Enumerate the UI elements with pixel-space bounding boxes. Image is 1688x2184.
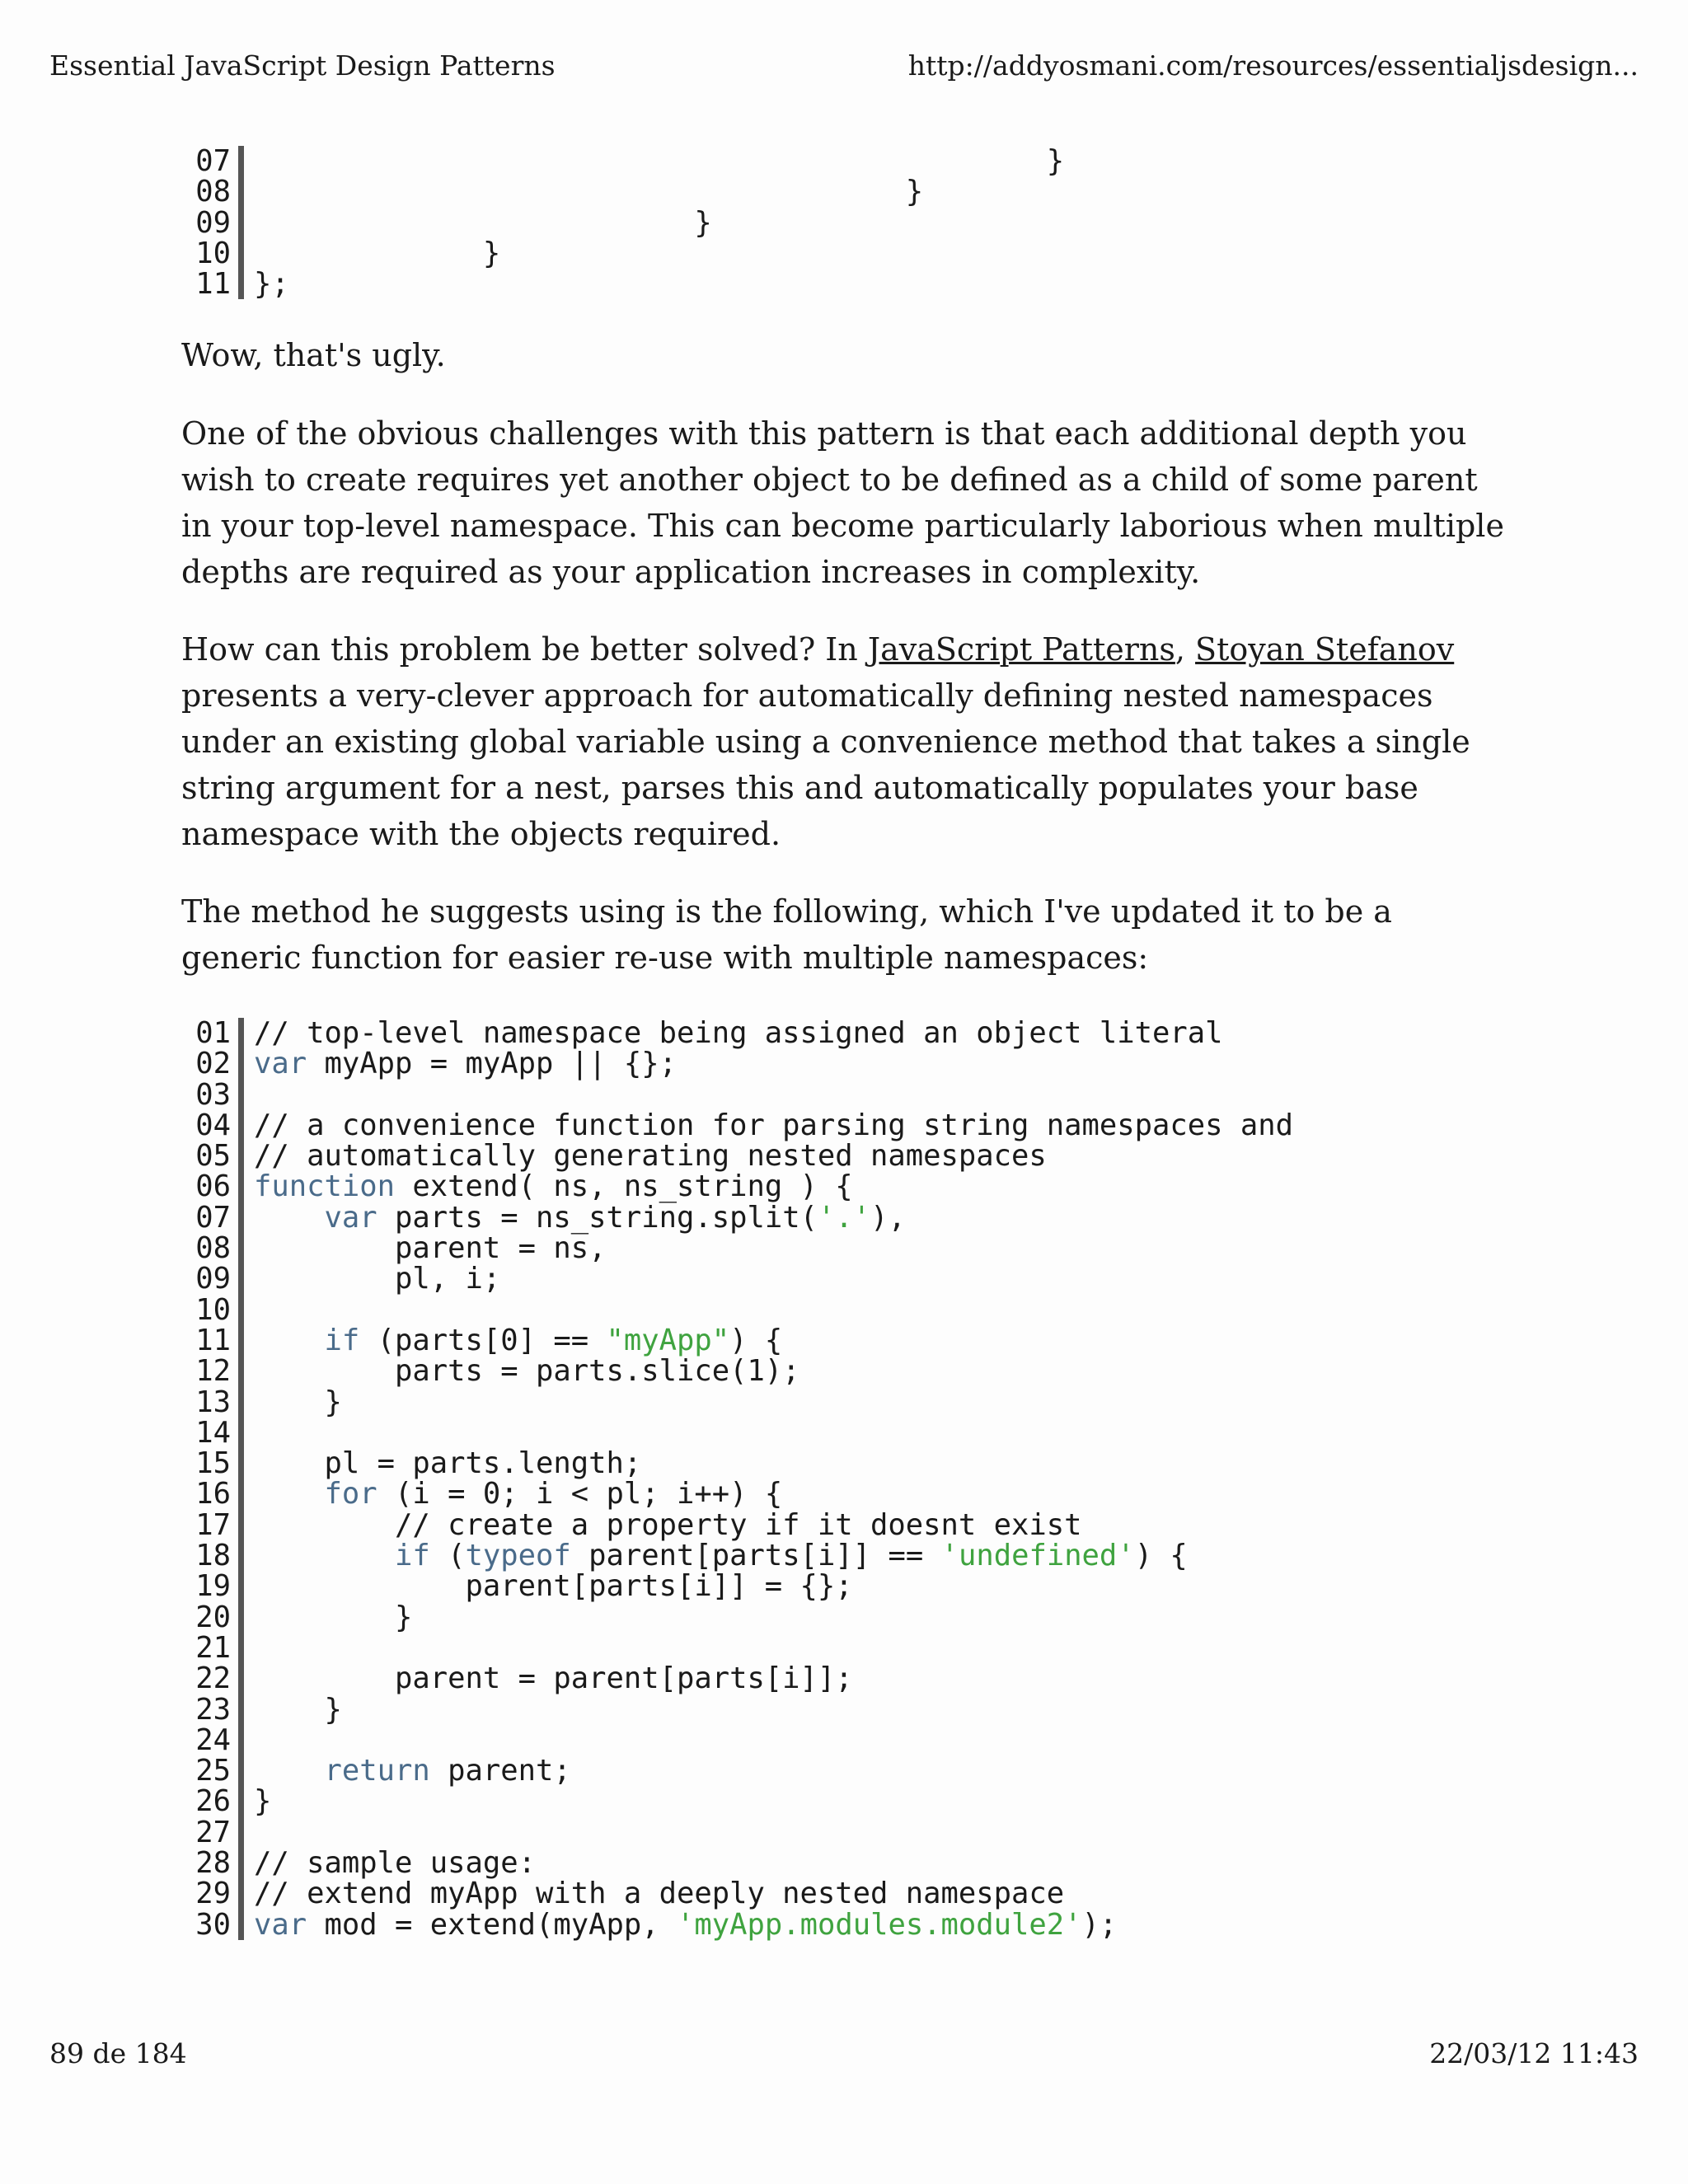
code-text bbox=[244, 1048, 677, 1079]
line-number: 20 bbox=[195, 1600, 231, 1634]
paragraph-method: The method he suggests using is the following, which I've updated it to be a generic function for easier re-use with multiple namespaces: bbox=[181, 893, 1392, 976]
gutter-bar bbox=[238, 1080, 244, 1110]
gutter-bar bbox=[238, 1387, 244, 1418]
code-text bbox=[244, 1231, 607, 1266]
code-text bbox=[244, 1171, 853, 1202]
code-line bbox=[190, 1018, 1293, 1048]
code-line bbox=[190, 1325, 1293, 1356]
code-line bbox=[190, 1354, 1293, 1389]
code-token bbox=[254, 1201, 325, 1235]
code-keyword: var bbox=[254, 1047, 307, 1081]
code-token: // automatically generating nested namespaces bbox=[254, 1139, 1047, 1174]
gutter-bar bbox=[238, 1325, 244, 1356]
code-line bbox=[190, 1630, 1293, 1665]
code-block-extend bbox=[190, 1018, 1293, 1940]
code-text bbox=[244, 1110, 1293, 1141]
code-text bbox=[244, 1418, 254, 1448]
code-text bbox=[244, 1479, 782, 1509]
line-number: 11 bbox=[195, 1323, 231, 1357]
line-number: 07 bbox=[195, 144, 231, 178]
code-text bbox=[244, 1387, 342, 1418]
code-token: } bbox=[254, 175, 924, 209]
code-token: parent[parts[i]] = {}; bbox=[254, 1569, 853, 1604]
code-token: ), bbox=[870, 1200, 906, 1235]
code-keyword: return bbox=[324, 1754, 430, 1788]
gutter-bar bbox=[238, 1018, 244, 1048]
code-token bbox=[254, 1477, 325, 1511]
code-line bbox=[190, 1569, 1293, 1604]
line-number: 04 bbox=[195, 1108, 231, 1142]
line-number: 08 bbox=[195, 1231, 231, 1266]
code-line bbox=[190, 1722, 1293, 1757]
paragraph-text: How can this problem be better solved? In bbox=[181, 631, 868, 668]
print-datetime: 22/03/12 11:43 bbox=[1429, 2037, 1639, 2069]
code-line bbox=[190, 1448, 1293, 1479]
gutter-bar bbox=[238, 1878, 244, 1909]
paragraph-wow: Wow, that's ugly. bbox=[181, 337, 446, 373]
code-text bbox=[244, 1755, 571, 1786]
gutter-bar bbox=[238, 238, 244, 269]
page-number: 89 de 184 bbox=[49, 2037, 187, 2069]
gutter-bar bbox=[238, 1633, 244, 1663]
code-text bbox=[244, 1448, 641, 1479]
code-token bbox=[254, 1324, 325, 1357]
line-number: 09 bbox=[195, 1262, 231, 1296]
code-token: (parts[0] == bbox=[359, 1323, 607, 1357]
code-line bbox=[190, 1048, 1293, 1079]
code-line bbox=[190, 1171, 1293, 1202]
code-text bbox=[244, 1354, 800, 1389]
gutter-bar bbox=[238, 146, 244, 176]
code-token: // a convenience function for parsing string namespaces and bbox=[254, 1108, 1293, 1142]
code-text bbox=[244, 1569, 853, 1604]
line-number: 26 bbox=[195, 1784, 231, 1819]
gutter-bar bbox=[238, 1602, 244, 1633]
code-keyword: function bbox=[254, 1169, 395, 1204]
code-line bbox=[190, 1387, 1293, 1418]
line-number: 07 bbox=[195, 1200, 231, 1235]
code-token: } bbox=[254, 1385, 342, 1419]
code-line bbox=[190, 1846, 1293, 1881]
code-token: parts = ns_string.split( bbox=[377, 1200, 818, 1235]
line-number: 15 bbox=[195, 1446, 231, 1481]
gutter-bar bbox=[238, 1048, 244, 1079]
paragraph-text: , bbox=[1175, 631, 1196, 668]
line-number: 09 bbox=[195, 205, 231, 240]
gutter-bar bbox=[238, 1141, 244, 1171]
gutter-bar bbox=[238, 1786, 244, 1816]
gutter-bar bbox=[238, 1725, 244, 1755]
line-number: 24 bbox=[195, 1722, 231, 1757]
code-token: extend( ns, ns_string ) { bbox=[394, 1169, 853, 1204]
code-token: // extend myApp with a deeply nested namespace bbox=[254, 1877, 1065, 1911]
code-line bbox=[190, 1231, 1293, 1266]
gutter-bar bbox=[238, 269, 244, 299]
code-keyword: var bbox=[254, 1907, 307, 1942]
line-number: 06 bbox=[195, 1169, 231, 1204]
gutter-bar bbox=[238, 1910, 244, 1940]
code-token: ) { bbox=[729, 1323, 783, 1357]
code-token: mod = extend(myApp, bbox=[307, 1907, 677, 1942]
code-line bbox=[190, 1202, 1293, 1233]
gutter-bar bbox=[238, 1510, 244, 1540]
gutter-bar bbox=[238, 1694, 244, 1725]
code-line bbox=[190, 1415, 1293, 1450]
gutter-bar bbox=[238, 1755, 244, 1786]
code-text bbox=[244, 1784, 272, 1819]
code-text bbox=[244, 1540, 1188, 1571]
code-line bbox=[190, 1110, 1293, 1141]
code-text bbox=[244, 267, 289, 302]
code-string: 'undefined' bbox=[940, 1539, 1135, 1573]
line-number: 23 bbox=[195, 1692, 231, 1727]
code-text bbox=[244, 1507, 1082, 1542]
code-token: // create a property if it doesnt exist bbox=[254, 1507, 1082, 1542]
code-token: myApp = myApp || {}; bbox=[307, 1047, 677, 1081]
code-line bbox=[190, 1817, 1293, 1848]
code-line bbox=[190, 176, 1064, 207]
gutter-bar bbox=[238, 176, 244, 207]
paragraph-challenges: One of the obvious challenges with this pattern is that each additional depth you wish to create requires yet another object to be defined as a child of some parent in your top-level namespace. This can become particularly laborious when multiple depths are required as your application increases in complexity. bbox=[181, 415, 1504, 590]
gutter-bar bbox=[238, 1848, 244, 1878]
code-line bbox=[190, 146, 1064, 176]
line-number: 29 bbox=[195, 1877, 231, 1911]
code-token: ( bbox=[429, 1539, 466, 1573]
code-token bbox=[254, 1754, 325, 1788]
code-token: pl, i; bbox=[254, 1262, 501, 1296]
code-token: ); bbox=[1081, 1907, 1118, 1942]
line-number: 30 bbox=[195, 1907, 231, 1942]
code-line bbox=[190, 1507, 1293, 1542]
code-text bbox=[244, 1725, 254, 1755]
line-number: 14 bbox=[195, 1415, 231, 1450]
gutter-bar bbox=[238, 1110, 244, 1141]
line-number: 08 bbox=[195, 175, 231, 209]
code-string: '.' bbox=[817, 1200, 871, 1235]
line-number: 03 bbox=[195, 1077, 231, 1112]
gutter-bar bbox=[238, 1571, 244, 1601]
code-text bbox=[244, 1633, 254, 1663]
code-keyword: if bbox=[394, 1539, 430, 1573]
gutter-bar bbox=[238, 1356, 244, 1386]
code-keyword: for bbox=[324, 1477, 377, 1511]
code-line bbox=[190, 1755, 1293, 1786]
code-text bbox=[244, 1694, 342, 1725]
line-number: 19 bbox=[195, 1569, 231, 1604]
code-line bbox=[190, 1663, 1293, 1694]
code-line bbox=[190, 1907, 1293, 1942]
code-text bbox=[244, 146, 1064, 176]
gutter-bar bbox=[238, 1479, 244, 1509]
code-token: ) { bbox=[1134, 1539, 1188, 1573]
code-string: 'myApp.modules.module2' bbox=[676, 1907, 1082, 1942]
code-token: }; bbox=[254, 267, 289, 302]
line-number: 22 bbox=[195, 1661, 231, 1696]
code-token: (i = 0; i < pl; i++) { bbox=[377, 1477, 783, 1511]
code-line bbox=[190, 205, 1064, 240]
code-line bbox=[190, 1479, 1293, 1509]
code-text bbox=[244, 205, 712, 240]
code-line bbox=[190, 1540, 1293, 1571]
line-number: 13 bbox=[195, 1385, 231, 1419]
line-number: 11 bbox=[195, 267, 231, 302]
code-text bbox=[244, 1878, 1064, 1909]
code-keyword: typeof bbox=[465, 1539, 571, 1573]
code-token: } bbox=[254, 1784, 272, 1819]
code-text bbox=[244, 1325, 782, 1356]
line-number: 01 bbox=[195, 1016, 231, 1050]
code-line bbox=[190, 1139, 1293, 1174]
line-number: 21 bbox=[195, 1630, 231, 1665]
code-text bbox=[244, 1663, 853, 1694]
gutter-bar bbox=[238, 1418, 244, 1448]
gutter-bar bbox=[238, 1202, 244, 1233]
code-line bbox=[190, 1292, 1293, 1327]
code-token: parent; bbox=[429, 1754, 571, 1788]
code-string: "myApp" bbox=[606, 1323, 730, 1357]
gutter-bar bbox=[238, 208, 244, 238]
paragraph-better-solved bbox=[181, 626, 1517, 857]
code-token: pl = parts.length; bbox=[254, 1446, 642, 1481]
code-line bbox=[190, 1263, 1293, 1294]
line-number: 28 bbox=[195, 1846, 231, 1881]
gutter-bar bbox=[238, 1448, 244, 1479]
code-text bbox=[244, 1846, 536, 1881]
line-number: 25 bbox=[195, 1754, 231, 1788]
code-token: } bbox=[254, 1600, 413, 1634]
source-url: http://addyosmani.com/resources/essentialjsdesign... bbox=[907, 49, 1639, 82]
code-text bbox=[244, 1202, 906, 1233]
gutter-bar bbox=[238, 1540, 244, 1571]
line-number: 10 bbox=[195, 1292, 231, 1327]
link-javascript-patterns[interactable]: JavaScript Patterns bbox=[867, 631, 1175, 668]
line-number: 05 bbox=[195, 1139, 231, 1174]
code-token: } bbox=[254, 144, 1065, 178]
line-number: 10 bbox=[195, 236, 231, 270]
code-line bbox=[190, 1602, 1293, 1633]
code-keyword: if bbox=[324, 1323, 360, 1357]
code-text bbox=[244, 1907, 1118, 1942]
gutter-bar bbox=[238, 1233, 244, 1263]
line-number: 18 bbox=[195, 1539, 231, 1573]
code-token: parent = ns, bbox=[254, 1231, 607, 1266]
gutter-bar bbox=[238, 1263, 244, 1294]
gutter-bar bbox=[238, 1171, 244, 1202]
code-text bbox=[244, 1018, 1223, 1048]
code-block-continued bbox=[190, 144, 1065, 302]
page-header bbox=[49, 49, 1639, 82]
line-number: 27 bbox=[195, 1815, 231, 1849]
code-token bbox=[254, 1539, 395, 1572]
code-line bbox=[190, 267, 1064, 302]
gutter-bar bbox=[238, 1295, 244, 1325]
document-title: Essential JavaScript Design Patterns bbox=[49, 49, 556, 82]
code-text bbox=[244, 1817, 254, 1848]
code-text bbox=[244, 1263, 500, 1294]
paragraph-text: presents a very-clever approach for automatically defining nested namespaces under an existing global variable using a convenience method that takes a single string argument for a nest, parses this and automatically populates your base namespace with the objects required. bbox=[181, 677, 1470, 852]
code-token: } bbox=[254, 1692, 342, 1727]
code-text bbox=[244, 1080, 254, 1110]
line-number: 02 bbox=[195, 1047, 231, 1081]
code-text bbox=[244, 1295, 254, 1325]
code-token: } bbox=[254, 236, 501, 270]
line-number: 12 bbox=[195, 1354, 231, 1389]
code-line bbox=[190, 1878, 1293, 1909]
code-token: parent = parent[parts[i]]; bbox=[254, 1661, 853, 1696]
page-footer bbox=[49, 2037, 1639, 2069]
code-text bbox=[244, 1602, 412, 1633]
code-keyword: var bbox=[324, 1200, 377, 1235]
code-line bbox=[190, 1694, 1293, 1725]
code-token: // sample usage: bbox=[254, 1846, 536, 1881]
gutter-bar bbox=[238, 1663, 244, 1694]
code-token: } bbox=[254, 205, 712, 240]
line-number: 17 bbox=[195, 1507, 231, 1542]
code-line bbox=[190, 238, 1064, 269]
code-text bbox=[244, 1139, 1047, 1174]
code-token: parts = parts.slice(1); bbox=[254, 1354, 800, 1389]
code-token: parent[parts[i]] == bbox=[570, 1539, 941, 1573]
code-text bbox=[244, 176, 923, 207]
code-line bbox=[190, 1784, 1293, 1819]
code-text bbox=[244, 238, 500, 269]
gutter-bar bbox=[238, 1817, 244, 1848]
link-stoyan-stefanov[interactable]: Stoyan Stefanov bbox=[1195, 631, 1455, 668]
line-number: 16 bbox=[195, 1477, 231, 1511]
code-line bbox=[190, 1077, 1293, 1112]
code-token: // top-level namespace being assigned an object literal bbox=[254, 1016, 1223, 1050]
